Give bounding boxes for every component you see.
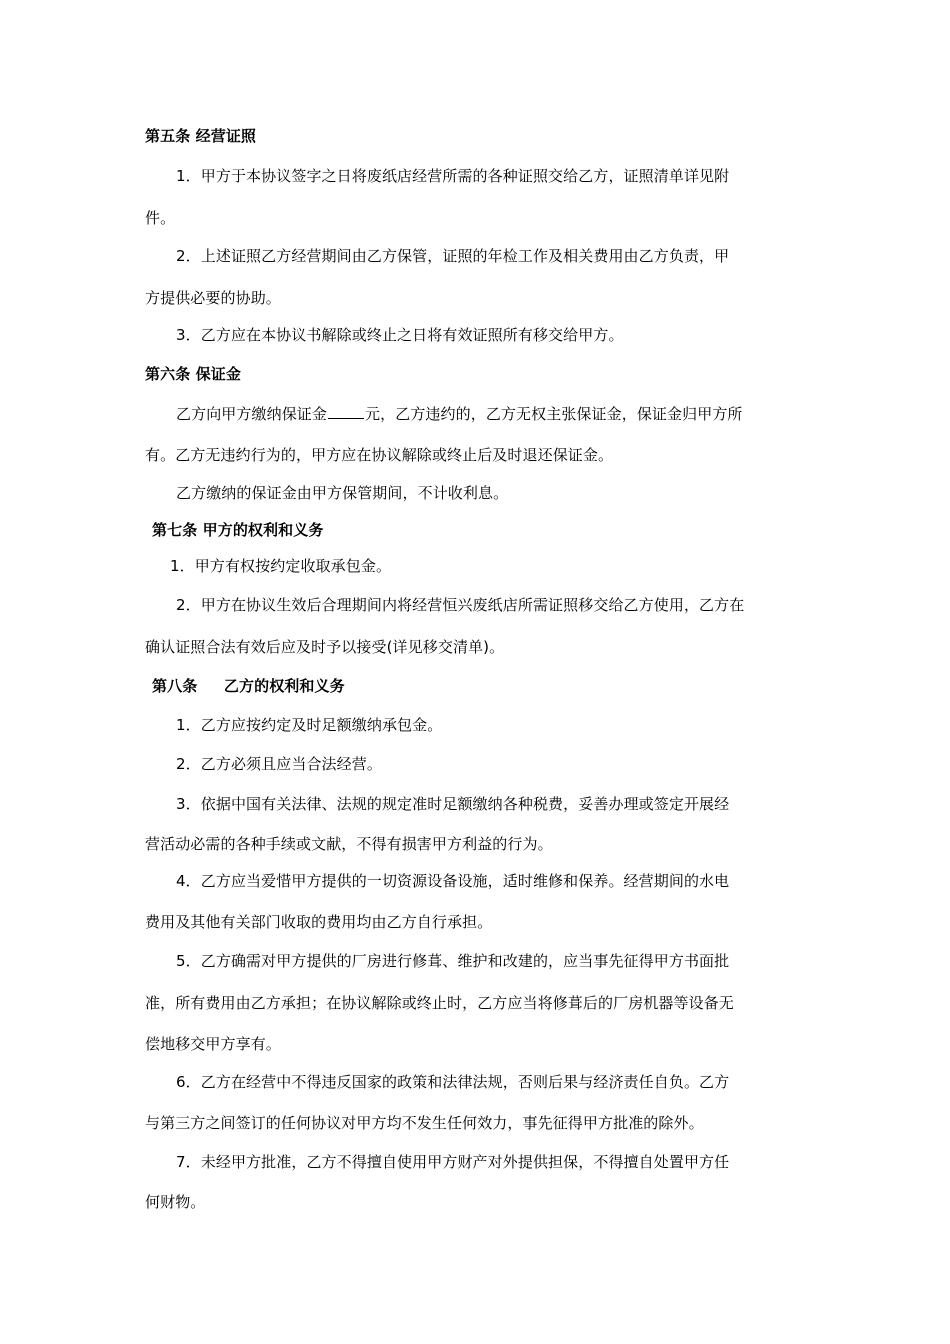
article-7-clause-2-line-1: 2．甲方在协议生效后合理期间内将经营恒兴废纸店所需证照移交给乙方使用，乙方在 bbox=[176, 596, 745, 614]
article-8-clause-2: 2．乙方必须且应当合法经营。 bbox=[176, 755, 382, 773]
deposit-text-before: 乙方向甲方缴纳保证金 bbox=[176, 405, 328, 423]
article-8-clause-5-line-2: 准，所有费用由乙方承担；在协议解除或终止时，乙方应当将修葺后的厂房机器等设备无 bbox=[145, 994, 734, 1012]
article-8-clause-7-line-1: 7．未经甲方批准，乙方不得擅自使用甲方财产对外提供担保，不得擅自处置甲方任 bbox=[176, 1153, 730, 1171]
article-6-para-1-line-2: 有。乙方无违约行为的，甲方应在协议解除或终止后及时退还保证金。 bbox=[145, 446, 614, 464]
deposit-amount-blank bbox=[328, 404, 364, 419]
article-7-clause-2-line-2: 确认证照合法有效后应及时予以接受(详见移交清单)。 bbox=[145, 638, 505, 656]
article-5-clause-2-line-1: 2．上述证照乙方经营期间由乙方保管，证照的年检工作及相关费用由乙方负责，甲 bbox=[176, 247, 730, 265]
article-8-clause-1: 1．乙方应按约定及时足额缴纳承包金。 bbox=[176, 716, 443, 734]
article-7-title: 第七条 甲方的权利和义务 bbox=[152, 521, 324, 539]
article-6-title: 第六条 保证金 bbox=[145, 365, 241, 383]
article-8-clause-7-line-2: 何财物。 bbox=[145, 1193, 206, 1211]
article-8-title: 第八条 乙方的权利和义务 bbox=[152, 677, 345, 695]
deposit-text-after: 元，乙方违约的，乙方无权主张保证金，保证金归甲方所 bbox=[365, 405, 743, 423]
article-8-clause-5-line-1: 5．乙方确需对甲方提供的厂房进行修葺、维护和改建的，应当事先征得甲方书面批 bbox=[176, 952, 730, 970]
article-8-clause-4-line-2: 费用及其他有关部门收取的费用均由乙方自行承担。 bbox=[145, 913, 493, 931]
article-6-para-1-line-1 bbox=[176, 404, 743, 424]
article-8-clause-6-line-2: 与第三方之间签订的任何协议对甲方均不发生任何效力，事先征得甲方批准的除外。 bbox=[145, 1114, 704, 1132]
article-8-clause-6-line-1: 6．乙方在经营中不得违反国家的政策和法律法规，否则后果与经济责任自负。乙方 bbox=[176, 1073, 730, 1091]
article-7-clause-1: 1．甲方有权按约定收取承包金。 bbox=[170, 557, 392, 575]
article-5-clause-2-line-2: 方提供必要的协助。 bbox=[145, 289, 281, 307]
article-5-title: 第五条 经营证照 bbox=[145, 127, 257, 145]
article-8-clause-5-line-3: 偿地移交甲方享有。 bbox=[145, 1035, 281, 1053]
article-8-clause-3-line-2: 营活动必需的各种手续或文献，不得有损害甲方利益的行为。 bbox=[145, 835, 553, 853]
article-6-para-2: 乙方缴纳的保证金由甲方保管期间，不计收利息。 bbox=[176, 484, 509, 502]
article-8-clause-4-line-1: 4．乙方应当爱惜甲方提供的一切资源设备设施，适时维修和保养。经营期间的水电 bbox=[176, 872, 730, 890]
article-5-clause-1-line-2: 件。 bbox=[145, 209, 176, 227]
article-5-clause-3: 3．乙方应在本协议书解除或终止之日将有效证照所有移交给甲方。 bbox=[176, 326, 624, 344]
article-5-clause-1-line-1: 1．甲方于本协议签字之日将废纸店经营所需的各种证照交给乙方，证照清单详见附 bbox=[176, 167, 730, 185]
article-8-clause-3-line-1: 3．依据中国有关法律、法规的规定准时足额缴纳各种税费，妥善办理或签定开展经 bbox=[176, 795, 730, 813]
